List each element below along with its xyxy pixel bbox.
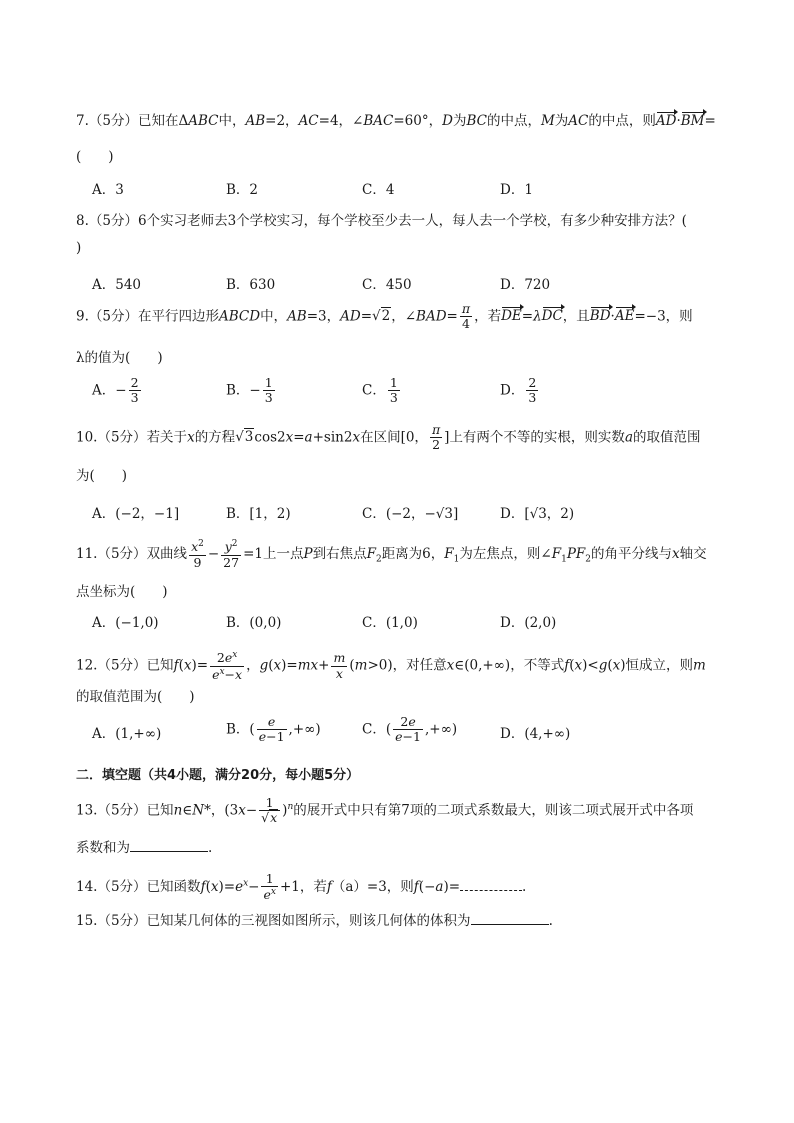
- option-b: B．− $\frac{1}{3}$: [226, 375, 273, 406]
- option-b: B．(0,0): [226, 615, 282, 631]
- option-d: D．[√3，2): [500, 506, 575, 522]
- option-c: C．(1,0): [362, 615, 418, 631]
- option-a: A．(1,+∞): [92, 726, 162, 742]
- question-8-paren: ): [76, 240, 82, 256]
- option-a: A．(−1,0): [92, 615, 159, 631]
- option-b: B．630: [226, 277, 276, 293]
- option-c: C．(−2，−√3]: [362, 506, 459, 522]
- question-9-line2: λ的值为( ): [76, 350, 163, 366]
- question-7: 7.（5分）已知在ΔABC中，AB=2，AC=4，∠BAC=60°，D为BC的中点，M为AC的中点，则AD·BM=: [76, 113, 716, 129]
- question-8: 8.（5分）6个实习老师去3个学校实习，每个学校至少去一人，每人去一个学校，有多少种安排方法？(: [76, 213, 687, 229]
- question-number: 10.（5分）: [76, 429, 147, 446]
- section-heading: 二．填空题（共4小题，满分20分，每小题5分）: [76, 768, 360, 783]
- option-c: C．( $\frac{2e}{e-1}$ ,+∞): [362, 714, 458, 745]
- option-a: A．3: [92, 182, 124, 198]
- question-9: 9.（5分）在平行四边形ABCD中，AB=3，AD=√2，∠BAD= $\frac{\pi}{4}$ ，若DE=λDC，且BD·AE=−3，则: [76, 301, 693, 332]
- question-13: 13.（5分）已知n∈N*，(3x− $\frac{1}{√x}$ )$^n$的展开式中只有第7项的二项式系数最大，则该二项式展开式中各项: [76, 795, 694, 826]
- option-d: D．720: [500, 277, 551, 293]
- option-a: A．540: [92, 277, 142, 293]
- option-b: B．( $\frac{e}{e-1}$ ,+∞): [226, 714, 321, 745]
- question-13-line2: 系数和为 .: [76, 840, 213, 856]
- option-c: C．450: [362, 277, 412, 293]
- option-c: C． $\frac{1}{3}$: [362, 375, 398, 406]
- option-b: B．2: [226, 182, 259, 198]
- option-b: B．[1，2): [226, 506, 291, 522]
- question-number: 11.（5分）: [76, 545, 147, 562]
- question-15: 15.（5分）已知某几何体的三视图如图所示，则该几何体的体积为 .: [76, 913, 553, 929]
- question-number: 12.（5分）: [76, 657, 147, 674]
- question-14: 14.（5分）已知函数$f(x)=e^x-$ $\frac{1}{e^x}$ +1，若f（a）=3，则f(−a)= .: [76, 871, 527, 903]
- question-10: 10.（5分）若关于x的方程√3cos2x=a+sin2x在区间[0， $\frac{\pi}{2}$ ]上有两个不等的实根，则实数a的取值范围: [76, 422, 701, 453]
- question-11: 11.（5分）双曲线 $\frac{x^2}{9}$ − $\frac{y^2}{27}$ =1上一点P到右焦点$F_2$距离为6，$F_1$为左焦点，则$\angle F_1PF_2$的角平分线与x轴交: [76, 539, 707, 570]
- option-d: D．(2,0): [500, 615, 557, 631]
- vector-AD: AD: [655, 113, 677, 129]
- option-d: D．(4,+∞): [500, 726, 571, 742]
- question-11-line2: 点坐标为( ): [76, 584, 168, 600]
- answer-blank[interactable]: [471, 912, 549, 925]
- question-12-line2: 的取值范围为( ): [76, 689, 195, 705]
- question-number: 13.（5分）: [76, 802, 147, 819]
- question-number: 7.（5分）: [76, 113, 138, 129]
- answer-blank[interactable]: [130, 839, 208, 852]
- option-d: D．1: [500, 182, 533, 198]
- question-number: 8.（5分）: [76, 213, 138, 229]
- question-12: 12.（5分）已知f(x)= $\frac{2e^x}{e^x-x}$ ，g(x)=mx+ $\frac{m}{x}$ (m>0)，对任意x∈(0,+∞)，不等式f(x)<g(x)恒成立，则m: [76, 650, 706, 682]
- question-number: 14.（5分）: [76, 878, 147, 895]
- vector-BM: BM: [680, 113, 705, 129]
- question-number: 9.（5分）: [76, 308, 138, 325]
- option-c: C．4: [362, 182, 395, 198]
- question-number: 15.（5分）: [76, 913, 147, 929]
- question-7-paren: ( ): [76, 149, 114, 165]
- question-10-line2: 为( ): [76, 468, 128, 484]
- option-d: D． $\frac{2}{3}$: [500, 375, 537, 406]
- answer-blank[interactable]: [460, 878, 522, 891]
- option-a: A．(−2，−1]: [92, 506, 180, 522]
- option-a: A．− $\frac{2}{3}$: [92, 375, 139, 406]
